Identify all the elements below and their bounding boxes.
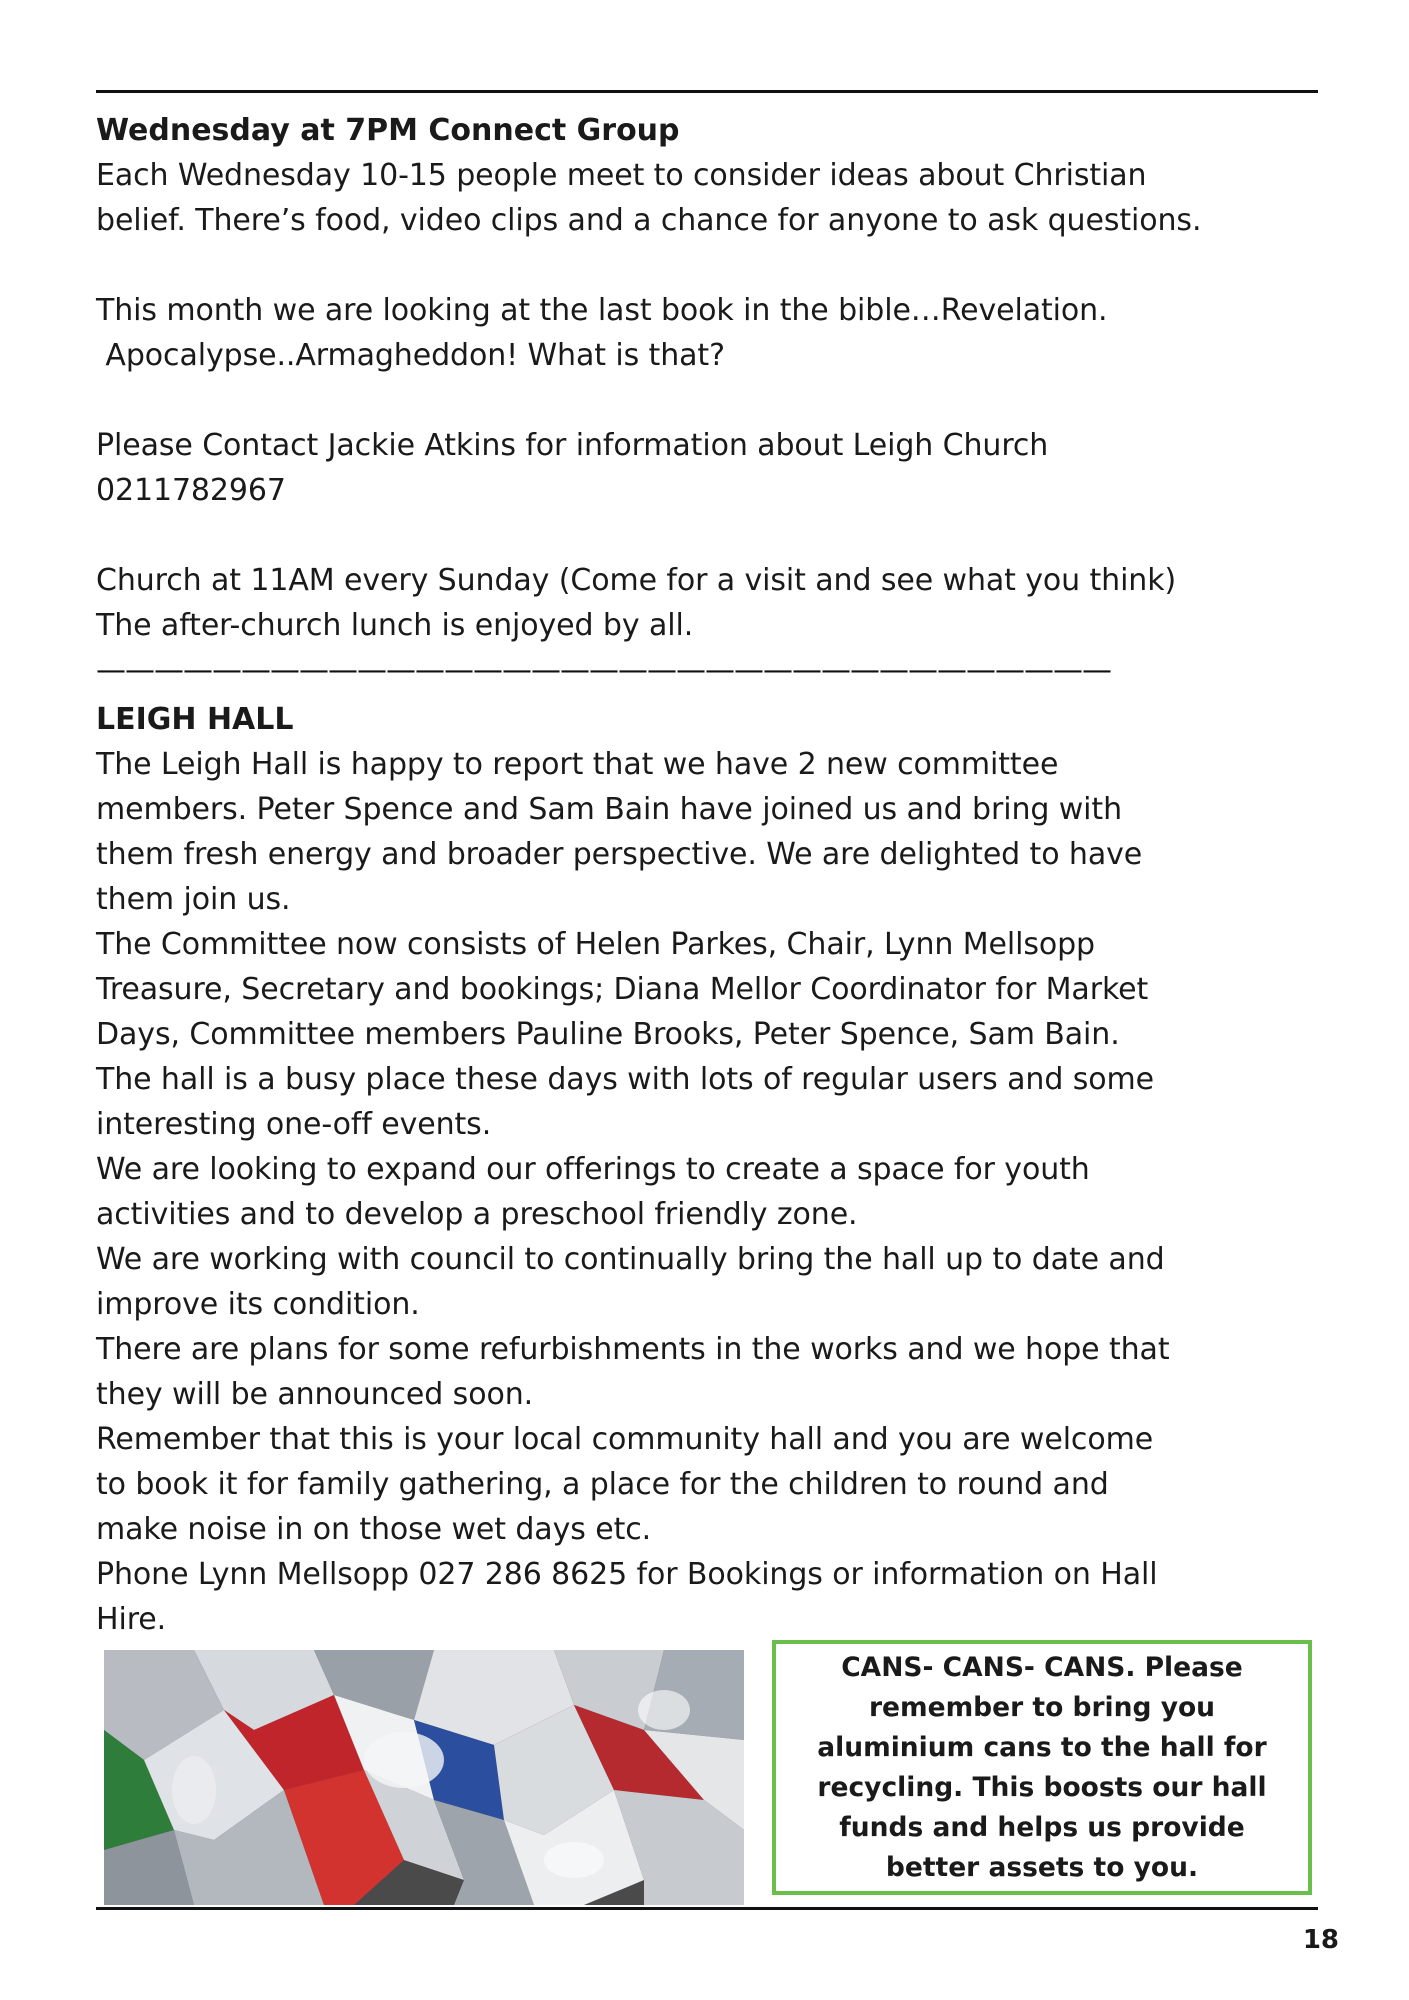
leigh-hall-line: they will be announced soon. (96, 1377, 534, 1412)
leigh-hall-line: Days, Committee members Pauline Brooks, Peter Spence, Sam Bain. (96, 1017, 1120, 1052)
church-time-line: Church at 11AM every Sunday (Come for a visit and see what you think) (96, 563, 1177, 598)
leigh-hall-line: improve its condition. (96, 1287, 420, 1322)
callout-line: CANS- CANS- CANS. Please (841, 1651, 1243, 1683)
callout-line: recycling. This boosts our hall (817, 1771, 1267, 1803)
callout-line: better assets to you. (885, 1851, 1199, 1883)
page-number: 18 (1302, 1925, 1339, 1955)
crushed-cans-image (104, 1650, 744, 1905)
church-lunch-line: The after-church lunch is enjoyed by all. (96, 608, 694, 643)
leigh-hall-line: There are plans for some refurbishments in the works and we hope that (96, 1332, 1170, 1367)
leigh-hall-line: The Leigh Hall is happy to report that we have 2 new committee (96, 747, 1059, 782)
connect-group-line: Apocalypse..Armagheddon! What is that? (96, 338, 725, 373)
leigh-hall-line: We are working with council to continually bring the hall up to date and (96, 1242, 1165, 1277)
leigh-hall-line: Phone Lynn Mellsopp 027 286 8625 for Bookings or information on Hall (96, 1557, 1158, 1592)
connect-group-line: This month we are looking at the last book in the bible…Revelation. (96, 293, 1108, 328)
bottom-rule (96, 1907, 1318, 1910)
connect-group-heading: Wednesday at 7PM Connect Group (96, 113, 680, 148)
contact-phone: 0211782967 (96, 473, 286, 508)
callout-line: funds and helps us provide (839, 1811, 1245, 1843)
leigh-hall-section (96, 697, 1336, 1642)
leigh-hall-line: make noise in on those wet days etc. (96, 1512, 652, 1547)
leigh-hall-line: activities and to develop a preschool friendly zone. (96, 1197, 858, 1232)
leigh-hall-heading: LEIGH HALL (96, 702, 294, 737)
crushed-cans-photo (104, 1650, 744, 1905)
leigh-hall-line: Remember that this is your local community hall and you are welcome (96, 1422, 1154, 1457)
cans-recycling-callout (772, 1640, 1312, 1895)
leigh-hall-line: them fresh energy and broader perspective. We are delighted to have (96, 837, 1143, 872)
leigh-hall-line: members. Peter Spence and Sam Bain have joined us and bring with (96, 792, 1122, 827)
leigh-hall-line: to book it for family gathering, a place for the children to round and (96, 1467, 1109, 1502)
callout-line: remember to bring you (868, 1691, 1216, 1723)
connect-group-section (96, 108, 1336, 648)
leigh-hall-line: them join us. (96, 882, 291, 917)
leigh-hall-line: The Committee now consists of Helen Parkes, Chair, Lynn Mellsopp (96, 927, 1095, 962)
leigh-hall-line: Hire. (96, 1602, 167, 1637)
leigh-hall-line: Treasure, Secretary and bookings; Diana Mellor Coordinator for Market (96, 972, 1149, 1007)
leigh-hall-line: The hall is a busy place these days with lots of regular users and some (96, 1062, 1154, 1097)
contact-line: Please Contact Jackie Atkins for information about Leigh Church (96, 428, 1049, 463)
connect-group-line: belief. There’s food, video clips and a chance for anyone to ask questions. (96, 203, 1202, 238)
leigh-hall-line: We are looking to expand our offerings to create a space for youth (96, 1152, 1090, 1187)
leigh-hall-line: interesting one-off events. (96, 1107, 492, 1142)
dashed-divider: ——————————————————————————————————— (96, 656, 1111, 686)
connect-group-line: Each Wednesday 10-15 people meet to consider ideas about Christian (96, 158, 1147, 193)
callout-line: aluminium cans to the hall for (817, 1731, 1267, 1763)
top-rule (96, 90, 1318, 93)
